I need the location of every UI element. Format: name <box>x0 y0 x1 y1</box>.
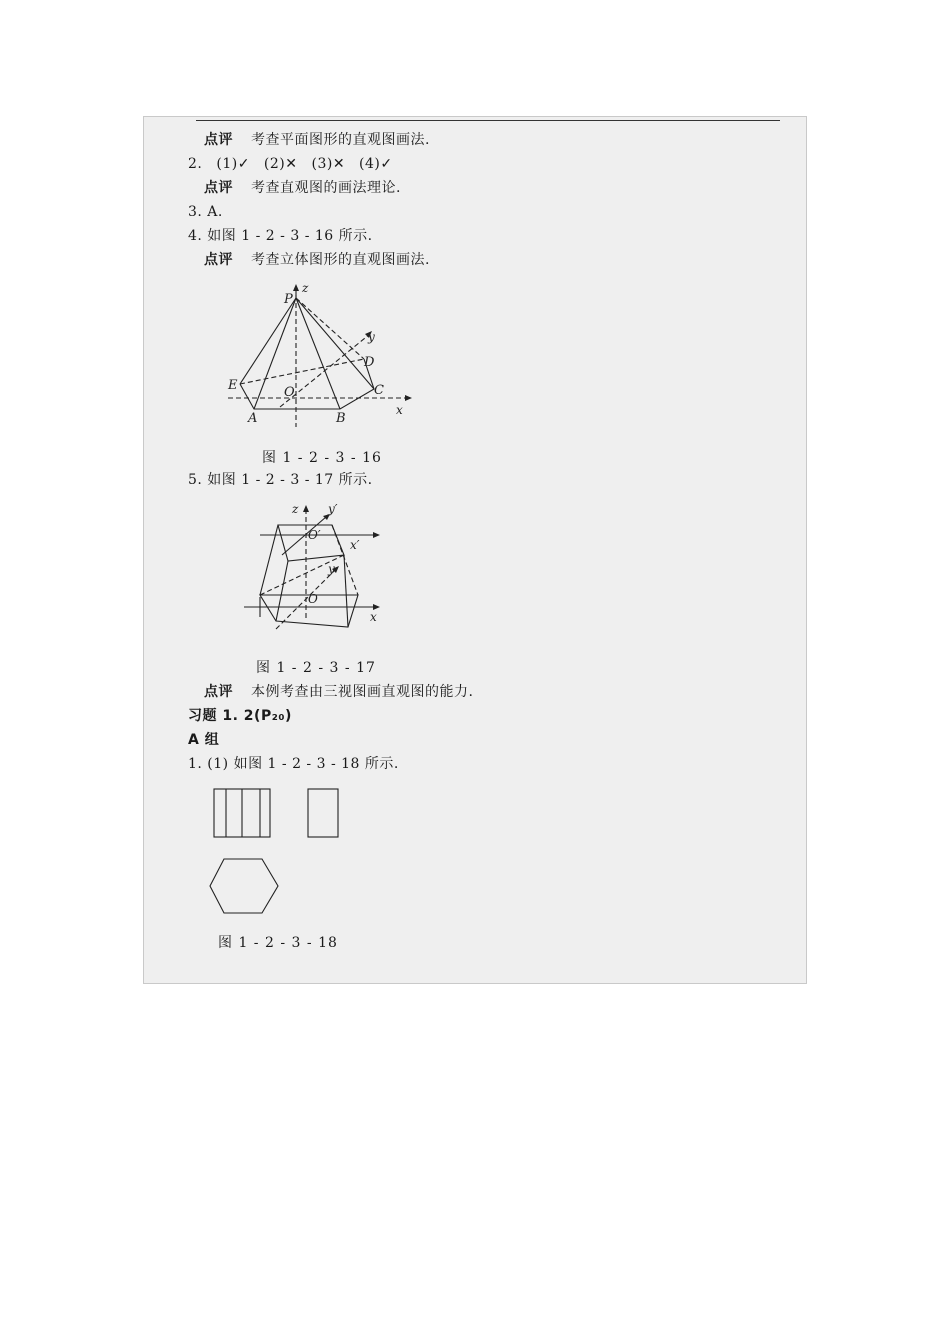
figure-three-views <box>204 783 354 923</box>
label-z: z <box>292 502 299 516</box>
figure-pyramid <box>222 279 422 439</box>
comment-tag: 点评 <box>204 252 233 268</box>
comment-line-1 <box>204 131 430 149</box>
label-D: D <box>364 355 375 370</box>
label-x: x <box>396 403 403 417</box>
label-x-prime: x′ <box>350 538 360 552</box>
comment-tag: 点评 <box>204 132 233 148</box>
comment-line-3 <box>204 251 430 269</box>
comment-text: 考查立体图形的直观图画法. <box>251 252 430 268</box>
x-arrowhead <box>405 395 412 401</box>
label-x: x <box>370 610 377 624</box>
comment-tag: 点评 <box>204 180 233 196</box>
figure-frustum <box>240 499 390 639</box>
label-C: C <box>374 383 384 398</box>
label-E: E <box>228 378 238 393</box>
edge-PC <box>296 298 374 389</box>
comment-text: 考查平面图形的直观图画法. <box>251 132 430 148</box>
side-view <box>308 789 338 837</box>
comment-tag: 点评 <box>204 684 233 700</box>
z-arrowhead <box>293 284 299 291</box>
label-y: y <box>368 330 375 344</box>
comment-text: 本例考查由三视图画直观图的能力. <box>251 684 474 700</box>
lateral-edge-2 <box>276 561 288 621</box>
answer-item: (1)✓ <box>216 156 250 172</box>
edge-PB <box>296 298 340 409</box>
answer-line-5: 5. 如图 1 - 2 - 3 - 17 所示. <box>188 472 373 488</box>
x-prime-arrowhead <box>373 532 380 538</box>
answer-line-3: 3. A. <box>188 204 223 220</box>
comment-text: 考查直观图的画法理论. <box>251 180 401 196</box>
z-arrowhead <box>303 505 309 512</box>
question-number: 2. <box>188 156 203 172</box>
label-O: O <box>308 592 318 606</box>
label-A: A <box>248 411 258 426</box>
comment-line-2 <box>204 179 401 197</box>
label-O-prime: O′ <box>308 528 321 542</box>
label-P: P <box>284 292 293 307</box>
comment-line-4 <box>204 683 473 701</box>
top-rule <box>196 120 780 121</box>
label-O: O <box>284 385 295 400</box>
label-y-prime: y′ <box>328 502 338 516</box>
group-heading: A 组 <box>188 732 220 748</box>
answer-item: (2)✕ <box>263 156 298 172</box>
answer-line-1-1: 1. (1) 如图 1 - 2 - 3 - 18 所示. <box>188 756 399 772</box>
base-outline <box>240 359 374 409</box>
label-z: z <box>302 281 309 295</box>
exercise-heading: 习题 1. 2(P₂₀) <box>188 708 292 724</box>
top-view-hexagon <box>210 859 278 913</box>
figure-16-caption: 图 1 - 2 - 3 - 16 <box>262 450 382 466</box>
answer-line-2 <box>188 155 407 173</box>
figure-17-caption: 图 1 - 2 - 3 - 17 <box>256 660 376 676</box>
answer-line-4: 4. 如图 1 - 2 - 3 - 16 所示. <box>188 228 373 244</box>
scanned-page <box>143 116 807 984</box>
answer-item: (4)✓ <box>359 156 393 172</box>
hidden-edge-ED <box>240 359 364 384</box>
hidden-edge-PD <box>296 298 364 359</box>
label-y: y <box>328 562 335 576</box>
answer-item: (3)✕ <box>311 156 346 172</box>
label-B: B <box>336 411 346 426</box>
figure-18-caption: 图 1 - 2 - 3 - 18 <box>218 935 338 951</box>
